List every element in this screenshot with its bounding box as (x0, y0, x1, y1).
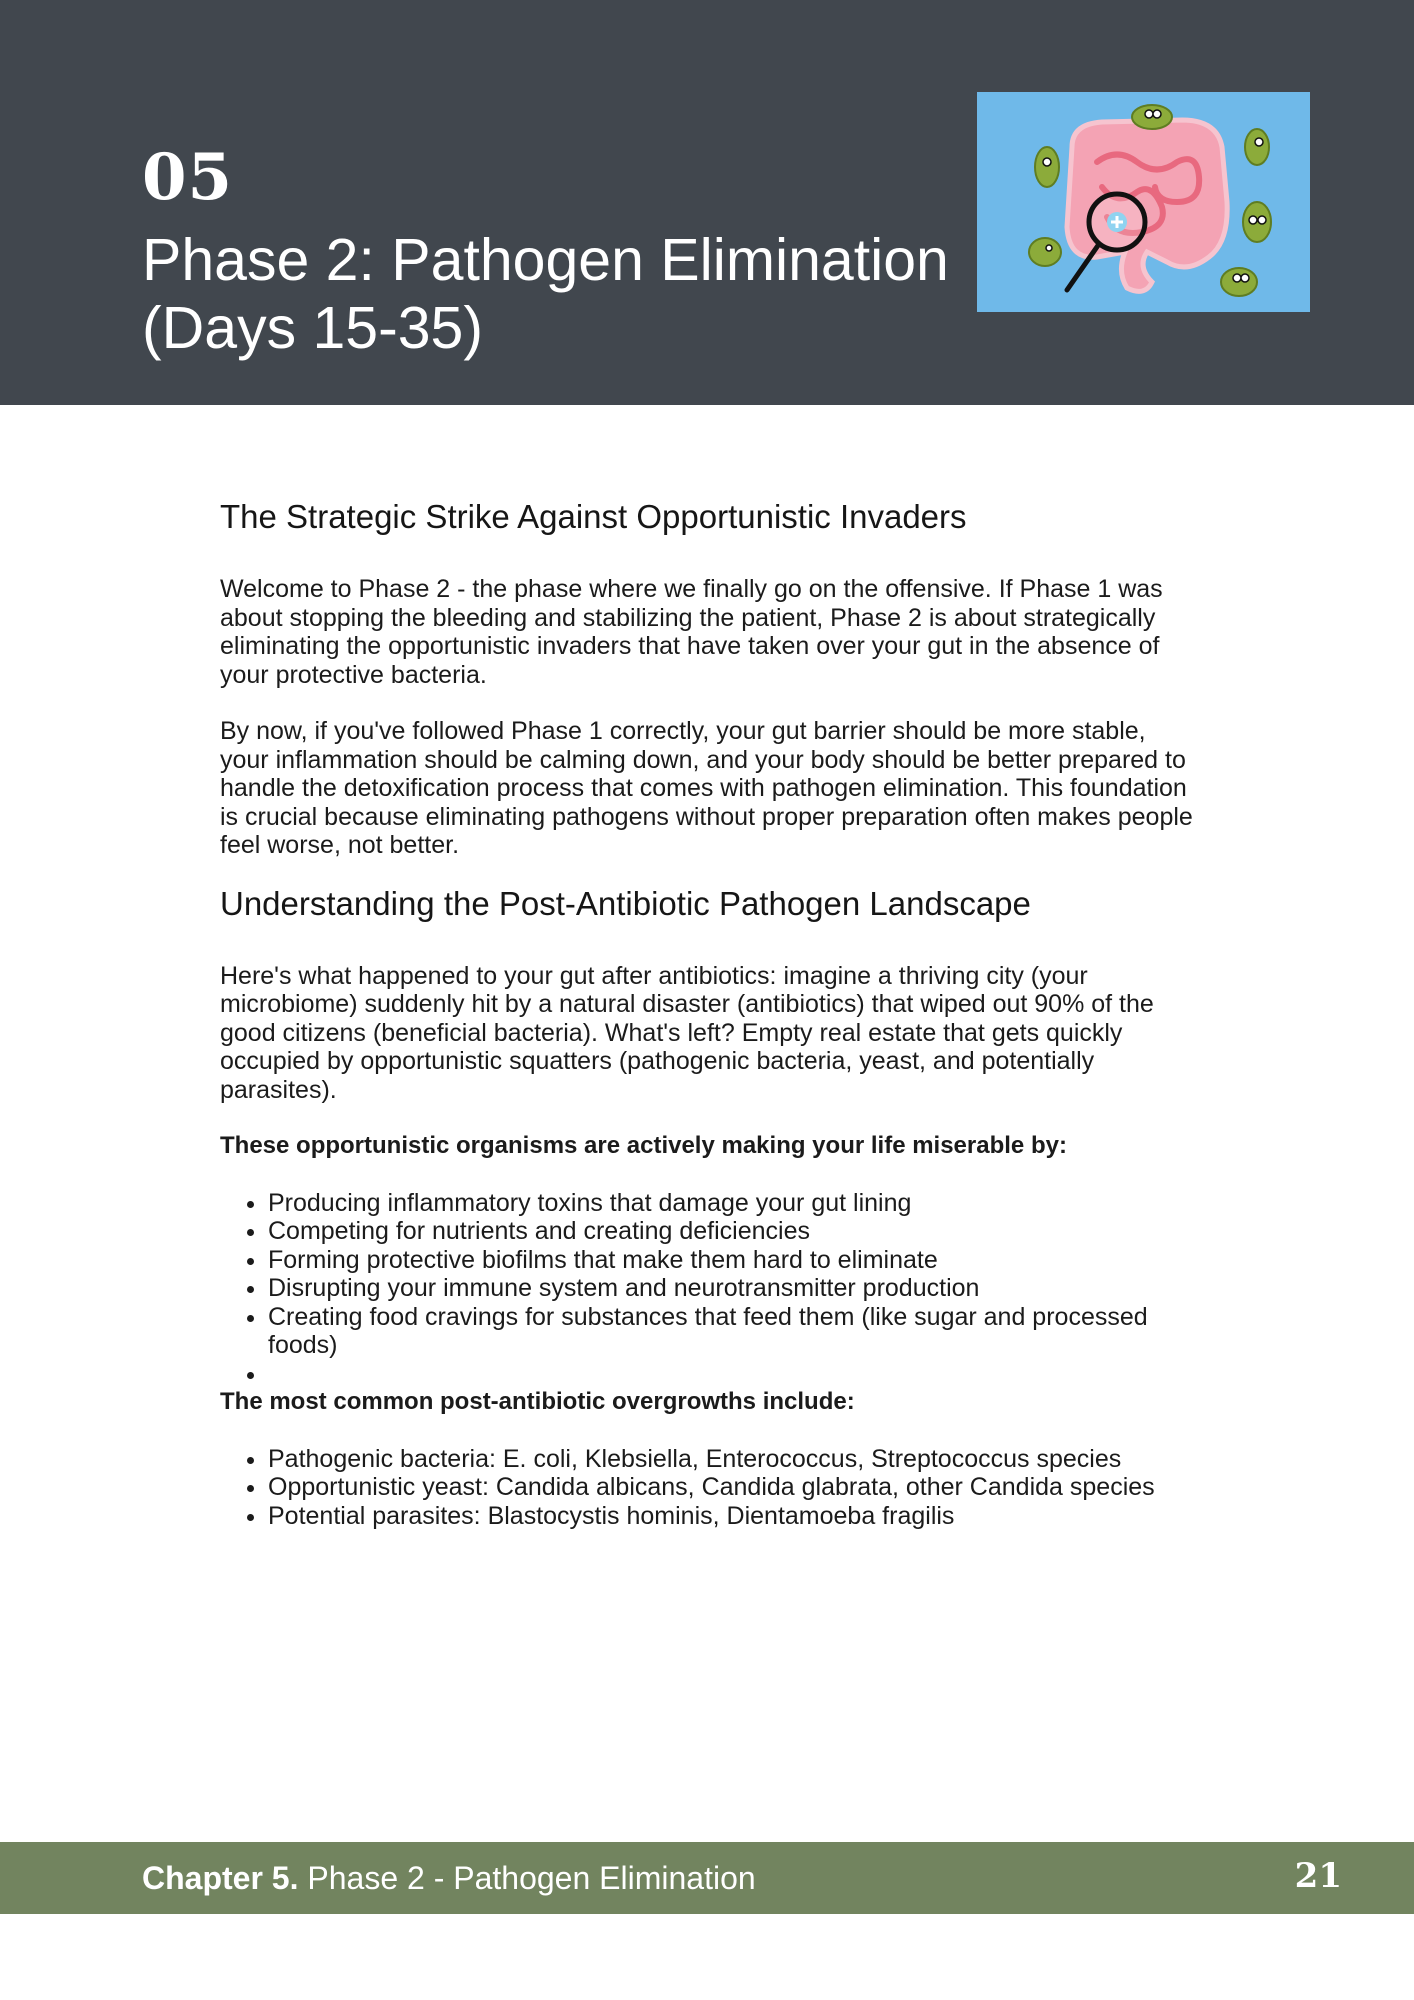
list-item-empty (268, 1360, 1200, 1389)
list-common-overgrowths (220, 1445, 1200, 1531)
section-heading-strategic-strike: The Strategic Strike Against Opportunistic Invaders (220, 498, 967, 535)
list-item: • Potential parasites: Blastocystis hominis, Dientamoeba fragilis (268, 1502, 1200, 1531)
footer-chapter-number: Chapter 5. (142, 1860, 299, 1896)
list-lead-opportunistic-organisms: These opportunistic organisms are actively making your life miserable by: (220, 1132, 1067, 1159)
chapter-title: Phase 2: Pathogen Elimination (Days 15-35) (142, 227, 949, 361)
list-organism-effects (220, 1189, 1200, 1389)
list-item: • Competing for nutrients and creating deficiencies (268, 1217, 1200, 1246)
list-item: • Forming protective biofilms that make them hard to eliminate (268, 1246, 1200, 1275)
paragraph-welcome: Welcome to Phase 2 - the phase where we finally go on the offensive. If Phase 1 was about stopping the bleeding and stabilizing the patient, Phase 2 is about strategically eliminating the opportunistic invaders that have taken over your gut in the absence of your protective bacteria. (220, 575, 1163, 689)
gut-magnifier-illustration-icon (977, 92, 1310, 312)
chapter-header (0, 0, 1414, 405)
list-item: • Disrupting your immune system and neurotransmitter production (268, 1274, 1200, 1303)
list-item: • Creating food cravings for substances that feed them (like sugar and processed foods) (268, 1303, 1200, 1360)
page-number: 21 (1294, 1856, 1342, 1896)
footer-chapter-subtitle: Phase 2 - Pathogen Elimination (307, 1860, 756, 1896)
paragraph-what-happened: Here's what happened to your gut after antibiotics: imagine a thriving city (your microbiome) suddenly hit by a natural disaster (antibiotics) that wiped out 90% of the good citizens (beneficial bacteria). What's left? Empty real estate that gets quickly occupied by opportunistic squatters (pathogenic bacteria, yeast, and potentially parasites). (220, 961, 1154, 1104)
chapter-body (220, 495, 1200, 1530)
section-heading-pathogen-landscape: Understanding the Post-Antibiotic Pathogen Landscape (220, 884, 1031, 922)
page-footer (0, 1842, 1414, 1914)
footer-chapter-label (142, 1860, 756, 1897)
paragraph-by-now: By now, if you've followed Phase 1 correctly, your gut barrier should be more stable, your inflammation should be calming down, and your body should be better prepared to handle the detoxification process that comes with pathogen elimination. This foundation is crucial because eliminating pathogens without proper preparation often makes people feel worse, not better. (220, 717, 1193, 859)
list-item: • Opportunistic yeast: Candida albicans, Candida glabrata, other Candida species (268, 1473, 1200, 1502)
list-item: • Pathogenic bacteria: E. coli, Klebsiella, Enterococcus, Streptococcus species (268, 1445, 1200, 1474)
chapter-number: 05 (142, 140, 234, 215)
list-lead-common-overgrowths: The most common post-antibiotic overgrowths include: (220, 1388, 855, 1415)
list-item: • Producing inflammatory toxins that damage your gut lining (268, 1189, 1200, 1218)
